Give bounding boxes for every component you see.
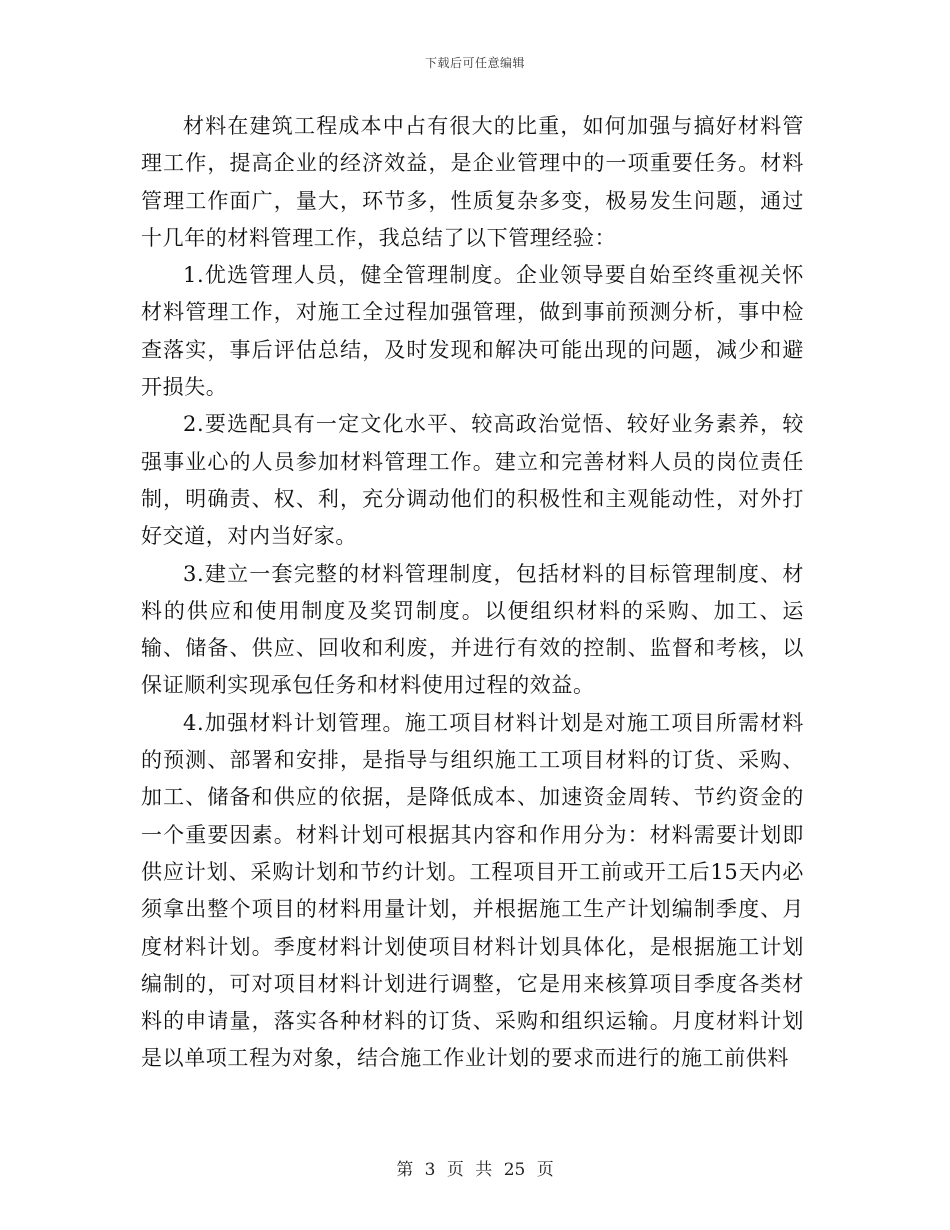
paragraph-intro: 材料在建筑工程成本中占有很大的比重，如何加强与搞好材料管理工作，提高企业的经济效益，是企业管理中的一项重要任务。材料管理工作面广，量大，环节多，性质复杂多变，极易发生问题，通过十几年的材料管理工作，我总结了以下管理经验： [141, 114, 804, 250]
document-body [141, 108, 804, 1078]
paragraph-item-2: 2.要选配具有一定文化水平、较高政治觉悟、较好业务素养，较强事业心的人员参加材料管理工作。建立和完善材料人员的岗位责任制，明确责、权、利，充分调动他们的积极性和主观能动性，对外打好交道，对内当好家。 [141, 412, 804, 549]
paragraph-item-1: 1.优选管理人员，健全管理制度。企业领导要自始至终重视关怀材料管理工作，对施工全过程加强管理，做到事前预测分析，事中检查落实，事后评估总结，及时发现和解决可能出现的问题，减少和避开损失。 [141, 263, 804, 400]
paragraph-item-4: 4.加强材料计划管理。施工项目材料计划是对施工项目所需材料的预测、部署和安排，是指导与组织施工工项目材料的订货、采购、加工、储备和供应的依据，是降低成本、加速资金周转、节约资金的一个重要因素。材料计划可根据其内容和作用分为：材料需要计划即供应计划、采购计划和节约计划。工程项目开工前或开工后15天内必须拿出整个项目的材料用量计划，并根据施工生产计划编制季度、月度材料计划。季度材料计划使项目材料计划具体化，是根据施工计划编制的，可对项目材料计划进行调整，它是用来核算项目季度各类材料的申请量，落实各种材料的订货、采购和组织运输。月度材料计划是以单项工程为对象，结合施工作业计划的要求而进行的施工前供料 [141, 710, 804, 1071]
page-footer: 第 3 页 共 25 页 [396, 1160, 554, 1180]
paragraph-item-3: 3.建立一套完整的材料管理制度，包括材料的目标管理制度、材料的供应和使用制度及奖罚制度。以便组织材料的采购、加工、运输、储备、供应、回收和利废，并进行有效的控制、监督和考核，以保证顺利实现承包任务和材料使用过程的效益。 [141, 561, 804, 698]
page-header: 下载后可任意编辑 [424, 56, 525, 70]
